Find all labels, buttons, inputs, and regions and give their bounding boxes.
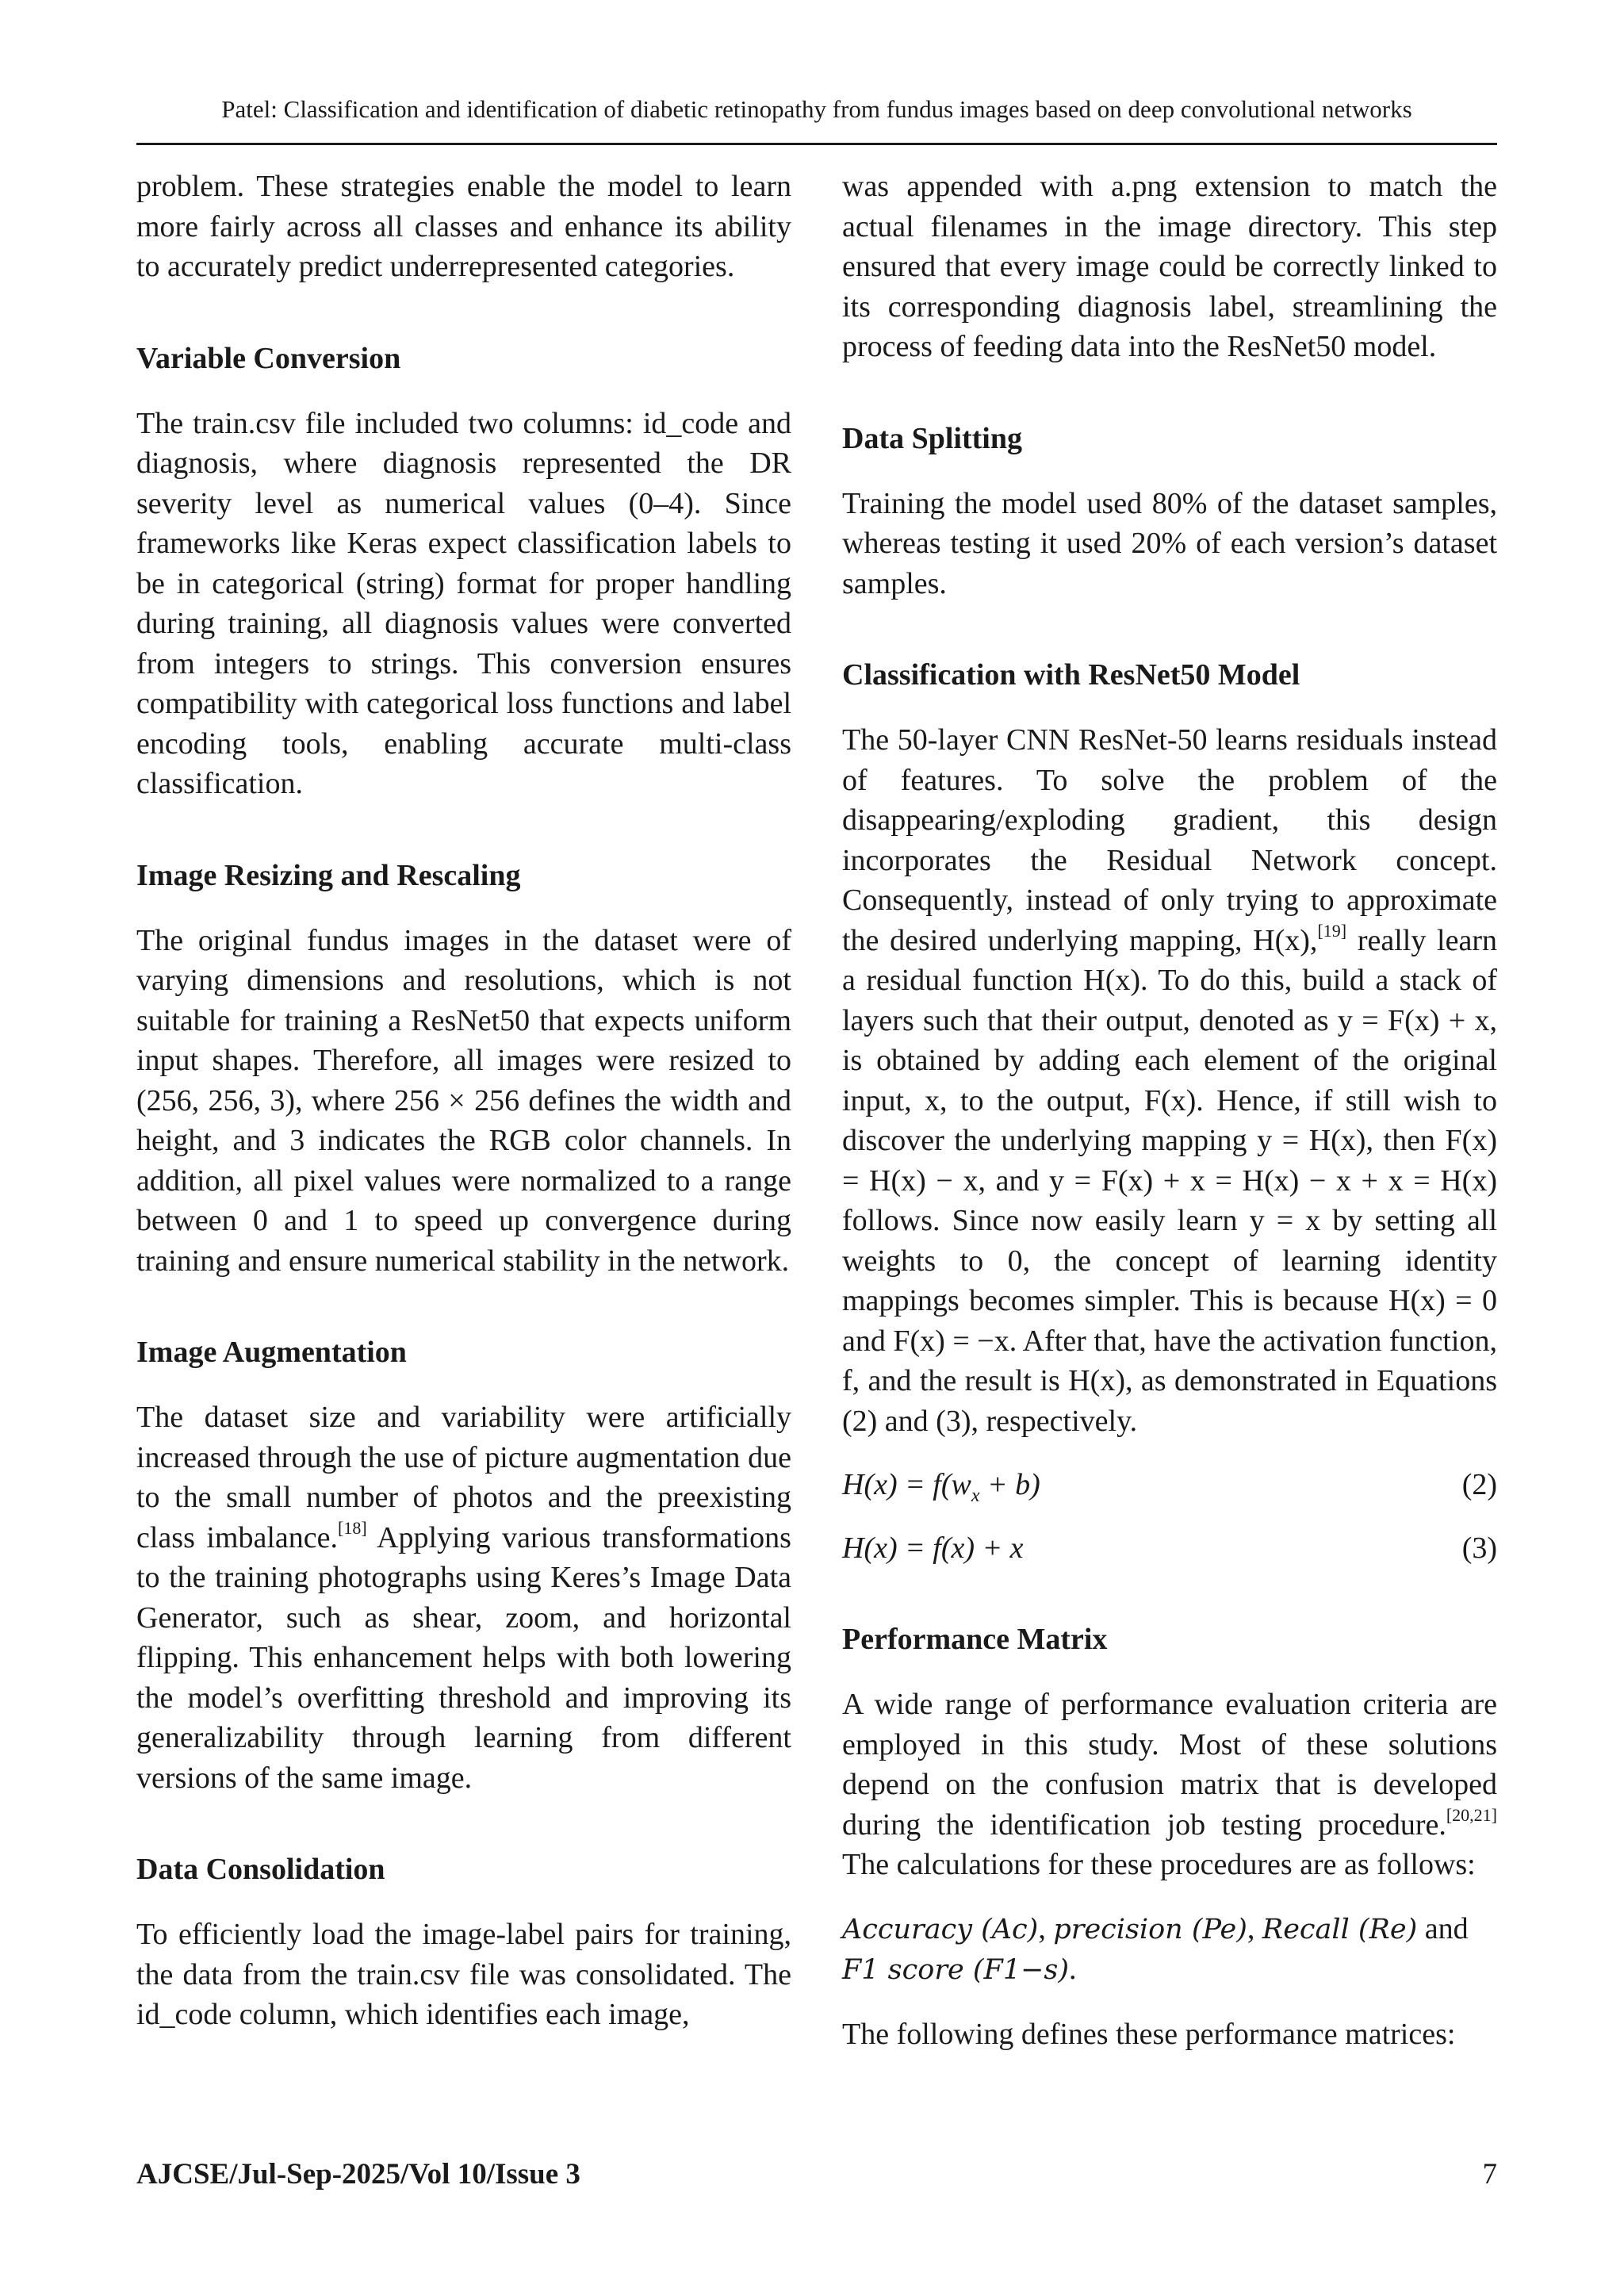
left-column [136,167,791,2035]
paragraph-performance-closing: The following defines these performance matrices: [842,2017,1456,2051]
heading-variable-conversion: Variable Conversion [136,341,401,375]
right-column [842,167,1497,2054]
running-head: Patel: Classification and identification of diabetic retinopathy from fundus images based on deep convolutional networks [221,95,1412,123]
classification-text-1: The 50-layer CNN ResNet-50 learns residuals instead of features. To solve the problem of the disappearing/exploding gradient, this design incorporates the Residual Network concept. Consequently, instead of only trying to approximate the desired underlying mapping, H(x), [842,723,1497,957]
equation-2-expression: $H(x) = f(w_x + b)$ [842,1468,1040,1506]
classification-text-2: really learn a residual function H(x). To do this, build a stack of layers such that their output, denoted as y = F(x) + x, is obtained by adding each element of the original input, x, to the output, F(x). Hence, if still wish to discover the underlying mapping y = H(x), then F(x) = H(x) − x, and y = F(x) + x = H(x) − x + x = H(x) follows. Since now easily learn y = x by setting all weights to 0, the concept of learning identity mappings becomes simpler. This is because H(x) = 0 and F(x) = −x. After that, have the activation function, f, and the result is H(x), as demonstrated in Equations (2) and (3), respectively. [842,923,1497,1438]
citation-19[interactable]: [19] [1317,920,1347,941]
performance-text-2: The calculations for these procedures are as follows: [842,1848,1476,1881]
paragraph-data-splitting: Training the model used 80% of the dataset samples, whereas testing it used 20% of each version’s dataset samples. [842,486,1497,600]
performance-text-1: A wide range of performance evaluation criteria are employed in this study. Most of these solutions depend on the confusion matrix that is developed during the identification job testing procedure. [842,1688,1497,1842]
heading-classification-resnet50: Classification with ResNet50 Model [842,658,1300,692]
metric-f1-score: F1 score (F1−s) [842,1954,1070,1986]
paragraph-classification-resnet50 [842,720,1497,1441]
heading-performance-matrix: Performance Matrix [842,1623,1108,1656]
footer-journal-info: AJCSE/Jul-Sep-2025/Vol 10/Issue 3 [136,2158,580,2191]
equation-2-number: (2) [1461,1468,1497,1501]
paragraph-image-resizing: The original fundus images in the dataset were of varying dimensions and resolutions, which is not suitable for training a ResNet50 that expects uniform input shapes. Therefore, all images were resized to (256, 256, 3), where 256 × 256 defines the width and height, and 3 indicates the RGB color channels. In addition, all pixel values were normalized to a range between 0 and 1 to speed up convergence during training and ensure numerical stability in the network. [136,923,791,1278]
citation-18[interactable]: [18] [338,1517,367,1538]
metric-recall: Recall (Re) [1262,1913,1418,1945]
paragraph-variable-conversion: The train.csv file included two columns: id_code and diagnosis, where diagnosis represented the DR severity level as numerical values (0–4). Since frameworks like Keras expect classification labels to be in categorical (string) format for proper handling during training, all diagnosis values were converted from integers to strings. This conversion ensures compatibility with categorical loss functions and label encoding tools, enabling accurate multi-class classification. [136,406,791,800]
augmentation-text-2: Applying various transformations to the training photographs using Keres’s Image Data Generator, such as shear, zoom, and horizontal flipping. This enhancement helps with both lowering the model’s overfitting threshold and improving its generalizability through learning from different versions of the same image. [136,1520,791,1795]
metric-accuracy: Accuracy (Ac) [842,1913,1039,1945]
page-number: 7 [1482,2158,1497,2191]
header-rule [136,143,1497,145]
paragraph-image-augmentation [136,1397,791,1798]
metric-precision: precision (Pe) [1053,1913,1247,1945]
heading-data-consolidation: Data Consolidation [136,1853,385,1886]
paragraph-data-consolidation: To efficiently load the image-label pairs for training, the data from the train.csv file was consolidated. The id_code column, which identifies each image, [136,1918,791,2031]
equation-3-number: (3) [1461,1531,1497,1565]
heading-image-resizing: Image Resizing and Rescaling [136,858,521,892]
continued-paragraph: was appended with a.png extension to match the actual filenames in the image directory. This step ensured that every image could be correctly linked to its corresponding diagnosis label, streamlining the process of feeding data into the ResNet50 model. [842,170,1497,363]
paragraph-performance-matrix [842,1685,1497,1885]
equation-2 [842,1465,1497,1504]
heading-data-splitting: Data Splitting [842,421,1022,455]
metrics-list: Accuracy (Ac), precision (Pe), Recall (Re) and F1 score (F1−s). [842,1911,1469,1986]
equation-3-expression: H(x) = f(x) + x [842,1531,1024,1565]
equation-3 [842,1528,1497,1568]
heading-image-augmentation: Image Augmentation [136,1336,407,1369]
augmentation-text-1: The dataset size and variability were artificially increased through the use of picture augmentation due to the small number of photos and the preexisting class imbalance. [136,1401,791,1554]
citation-20-21[interactable]: [20,21] [1446,1804,1497,1825]
intro-paragraph: problem. These strategies enable the model to learn more fairly across all classes and enhance its ability to accurately predict underrepresented categories. [136,170,791,283]
